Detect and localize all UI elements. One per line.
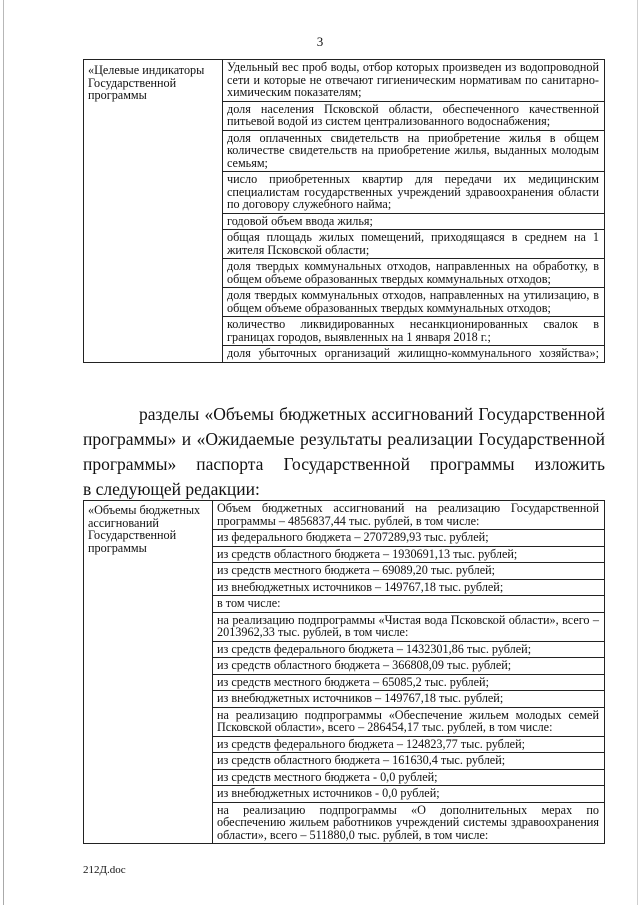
budget-item: из внебюджетных источников – 149767,18 тыс. рублей; — [213, 580, 604, 597]
indicators-label: «Целевые индикаторы Государственной программы — [84, 60, 223, 363]
budget-item: Объем бюджетных ассигнований на реализацию Государственной программы – 4856837,44 тыс. рублей, в том числе: — [213, 501, 604, 530]
budget-items-cell — [213, 501, 605, 844]
table-row — [84, 60, 605, 363]
indicator-item: число приобретенных квартир для передачи их медицинским специалистам государственных учреждений здравоохранения области по договору служебного найма; — [223, 172, 604, 214]
budget-item: из средств местного бюджета - 0,0 рублей; — [213, 770, 604, 787]
budget-item: из средств федерального бюджета – 1432301,86 тыс. рублей; — [213, 642, 604, 659]
indicator-item: общая площадь жилых помещений, приходящаяся в среднем на 1 жителя Псковской области; — [223, 230, 604, 259]
paragraph-line: разделы «Объемы бюджетных ассигнований Государственной — [139, 404, 605, 424]
budget-table — [83, 500, 605, 844]
document-filename: 212Д.doc — [83, 864, 126, 876]
budget-item: на реализацию подпрограммы «Обеспечение жильем молодых семей Псковской области», всего – 286454,17 тыс. рублей, в том числе: — [213, 708, 604, 737]
scan-edge-right — [637, 0, 638, 905]
indicators-table — [83, 59, 605, 363]
budget-label: «Объемы бюджетных ассигнований Государственной программы — [84, 501, 213, 844]
indicator-item: годовой объем ввода жилья; — [223, 214, 604, 231]
paragraph-line: программы» паспорта Государственной программы изложить — [83, 454, 605, 474]
paragraph-line: программы» и «Ожидаемые результаты реализации Государственной — [83, 429, 605, 449]
budget-item: из федерального бюджета – 2707289,93 тыс. рублей; — [213, 530, 604, 547]
indicator-item: доля твердых коммунальных отходов, направленных на утилизацию, в общем объеме образованных твердых коммунальных отходов; — [223, 288, 604, 317]
budget-item: из средств федерального бюджета – 124823,77 тыс. рублей; — [213, 737, 604, 754]
scan-edge-left — [3, 0, 4, 905]
indicator-item: количество ликвидированных несанкционированных свалок в границах городов, выявленных на 1 января 2018 г.; — [223, 317, 604, 346]
indicator-item: доля убыточных организаций жилищно-коммунального хозяйства»; — [227, 346, 599, 360]
budget-item: из средств областного бюджета – 161630,4 тыс. рублей; — [213, 753, 604, 770]
page-number: 3 — [316, 34, 324, 49]
budget-item: из средств местного бюджета – 69089,20 тыс. рублей; — [213, 563, 604, 580]
table-row — [84, 501, 605, 844]
indicator-item: доля населения Псковской области, обеспеченного качественной питьевой водой из систем централизованного водоснабжения; — [223, 102, 604, 131]
budget-item: из средств областного бюджета – 1930691,13 тыс. рублей; — [213, 547, 604, 564]
budget-item: из средств местного бюджета – 65085,2 тыс. рублей; — [213, 675, 604, 692]
indicator-item: Удельный вес проб воды, отбор которых произведен из водопроводной сети и которые не отвечают гигиеническим нормативам по санитарно-химическим показателям; — [223, 60, 604, 102]
budget-item: на реализацию подпрограммы «О дополнительных мерах по обеспечению жильем работников учреждений системы здравоохранения области», всего – 511880,0 тыс. рублей, в том числе: — [217, 802, 599, 842]
budget-item: в том числе: — [213, 596, 604, 613]
indicator-item: доля твердых коммунальных отходов, направленных на обработку, в общем объеме образованных твердых коммунальных отходов; — [223, 259, 604, 288]
body-paragraph — [83, 402, 605, 502]
paragraph-line: в следующей редакции: — [83, 479, 260, 499]
budget-item: из средств областного бюджета – 366808,09 тыс. рублей; — [213, 658, 604, 675]
indicator-item: доля оплаченных свидетельств на приобретение жилья в общем количестве свидетельств на приобретение жилья, выданных молодым семьям; — [223, 131, 604, 173]
budget-item: из внебюджетных источников – 149767,18 тыс. рублей; — [213, 691, 604, 708]
budget-item: из внебюджетных источников - 0,0 рублей; — [213, 786, 604, 803]
budget-item: на реализацию подпрограммы «Чистая вода Псковской области», всего – 2013962,33 тыс. рублей, в том числе: — [213, 613, 604, 642]
indicators-items-cell — [223, 60, 605, 363]
